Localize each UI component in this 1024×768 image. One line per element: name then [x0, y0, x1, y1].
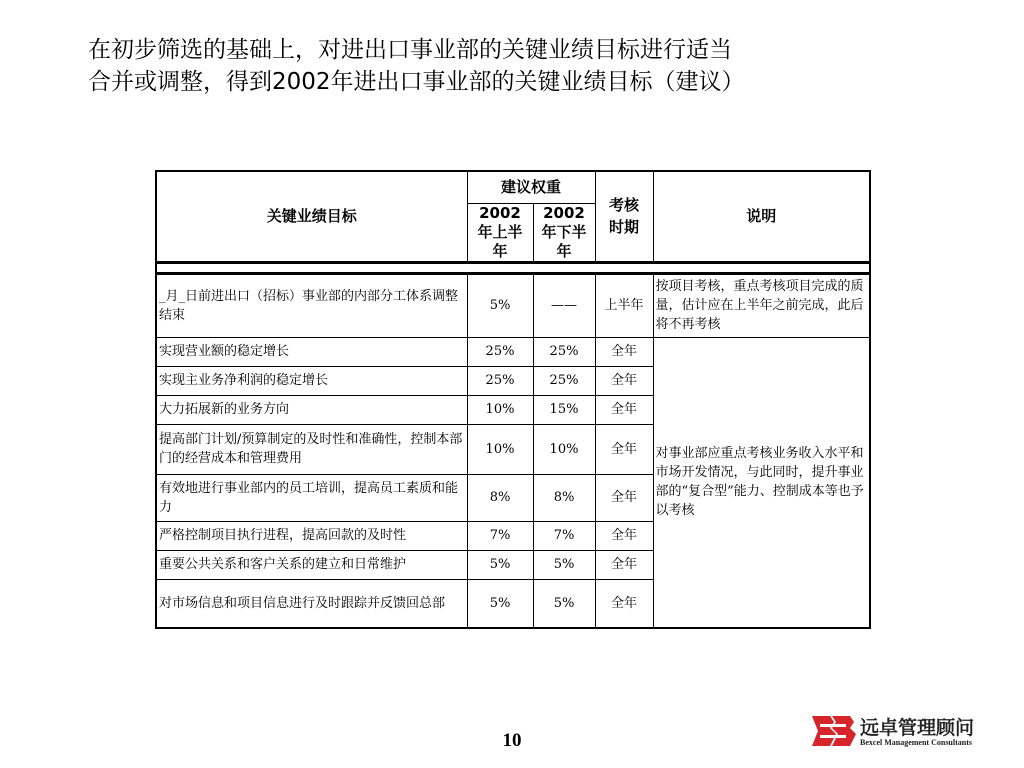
kpi-cell: 重要公共关系和客户关系的建立和日常维护: [156, 550, 467, 579]
header-second-half: [533, 203, 595, 262]
table-row: [156, 337, 870, 366]
weight-second-half-cell: 10%: [533, 424, 595, 474]
weight-second-half-cell: 15%: [533, 395, 595, 424]
weight-first-half-cell: 10%: [467, 424, 533, 474]
header-kpi: 关键业绩目标: [156, 171, 467, 262]
weight-second-half-cell: 5%: [533, 579, 595, 628]
weight-second-half-cell: 5%: [533, 550, 595, 579]
header-weight: 建议权重: [467, 171, 595, 203]
period-cell: 全年: [595, 395, 653, 424]
weight-second-half-cell: 25%: [533, 366, 595, 395]
header-first-half: [467, 203, 533, 262]
header-note: 说明: [653, 171, 870, 262]
kpi-cell: _月_日前进出口（招标）事业部的内部分工体系调整结束: [156, 273, 467, 337]
kpi-cell: 有效地进行事业部内的员工培训，提高员工素质和能力: [156, 474, 467, 521]
shared-note-cell: 对事业部应重点考核业务收入水平和市场开发情况，与此同时，提升事业部的“复合型”能力、控制成本等也予以考核: [653, 337, 870, 628]
period-cell: 全年: [595, 337, 653, 366]
weight-second-half-cell: 25%: [533, 337, 595, 366]
kpi-cell: 对市场信息和项目信息进行及时跟踪并反馈回总部: [156, 579, 467, 628]
logo-mark-stripe: [820, 724, 846, 727]
title-line-1: 在初步筛选的基础上，对进出口事业部的关键业绩目标进行适当: [88, 37, 732, 63]
kpi-cell: 严格控制项目执行进程，提高回款的及时性: [156, 521, 467, 550]
logo-chinese-name: 远卓管理顾问: [860, 717, 975, 739]
weight-first-half-cell: 5%: [467, 550, 533, 579]
period-cell: 全年: [595, 474, 653, 521]
weight-second-half-cell: 8%: [533, 474, 595, 521]
period-cell: 全年: [595, 550, 653, 579]
weight-first-half-cell: 25%: [467, 366, 533, 395]
period-cell: 全年: [595, 424, 653, 474]
weight-second-half-cell: ——: [533, 273, 595, 337]
header-period: [595, 171, 653, 262]
note-cell: 按项目考核，重点考核项目完成的质量，估计应在上半年之前完成，此后将不再考核: [653, 273, 870, 337]
header-second-half-label: 2002年下半年: [541, 203, 587, 260]
kpi-cell: 实现主业务净利润的稳定增长: [156, 366, 467, 395]
logo-mark-shape: [832, 716, 856, 746]
page-number: 10: [502, 730, 522, 751]
logo-english-name: Bexcel Management Consultants: [860, 738, 972, 747]
period-cell: 全年: [595, 521, 653, 550]
kpi-cell: 提高部门计划/预算制定的及时性和准确性，控制本部门的经营成本和管理费用: [156, 424, 467, 474]
period-cell: 全年: [595, 579, 653, 628]
weight-first-half-cell: 10%: [467, 395, 533, 424]
weight-second-half-cell: 7%: [533, 521, 595, 550]
weight-first-half-cell: 8%: [467, 474, 533, 521]
logo-mark-stripe: [820, 735, 846, 738]
weight-first-half-cell: 7%: [467, 521, 533, 550]
page-title: [88, 34, 928, 98]
kpi-cell: 实现营业额的稳定增长: [156, 337, 467, 366]
table-row: [156, 273, 870, 337]
weight-first-half-cell: 5%: [467, 273, 533, 337]
title-line-2: 合并或调整，得到2002年进出口事业部的关键业绩目标（建议）: [88, 69, 745, 95]
header-first-half-label: 2002年上半年: [477, 203, 523, 260]
period-cell: 上半年: [595, 273, 653, 337]
kpi-cell: 大力拓展新的业务方向: [156, 395, 467, 424]
kpi-table: [155, 170, 871, 629]
logo-mark-shape: [812, 716, 836, 746]
logo-mark-icon: [810, 712, 856, 750]
company-logo: [810, 712, 1000, 752]
weight-first-half-cell: 5%: [467, 579, 533, 628]
header-separator: [156, 262, 870, 273]
header-period-label: 考核时期: [608, 196, 639, 237]
weight-first-half-cell: 25%: [467, 337, 533, 366]
period-cell: 全年: [595, 366, 653, 395]
